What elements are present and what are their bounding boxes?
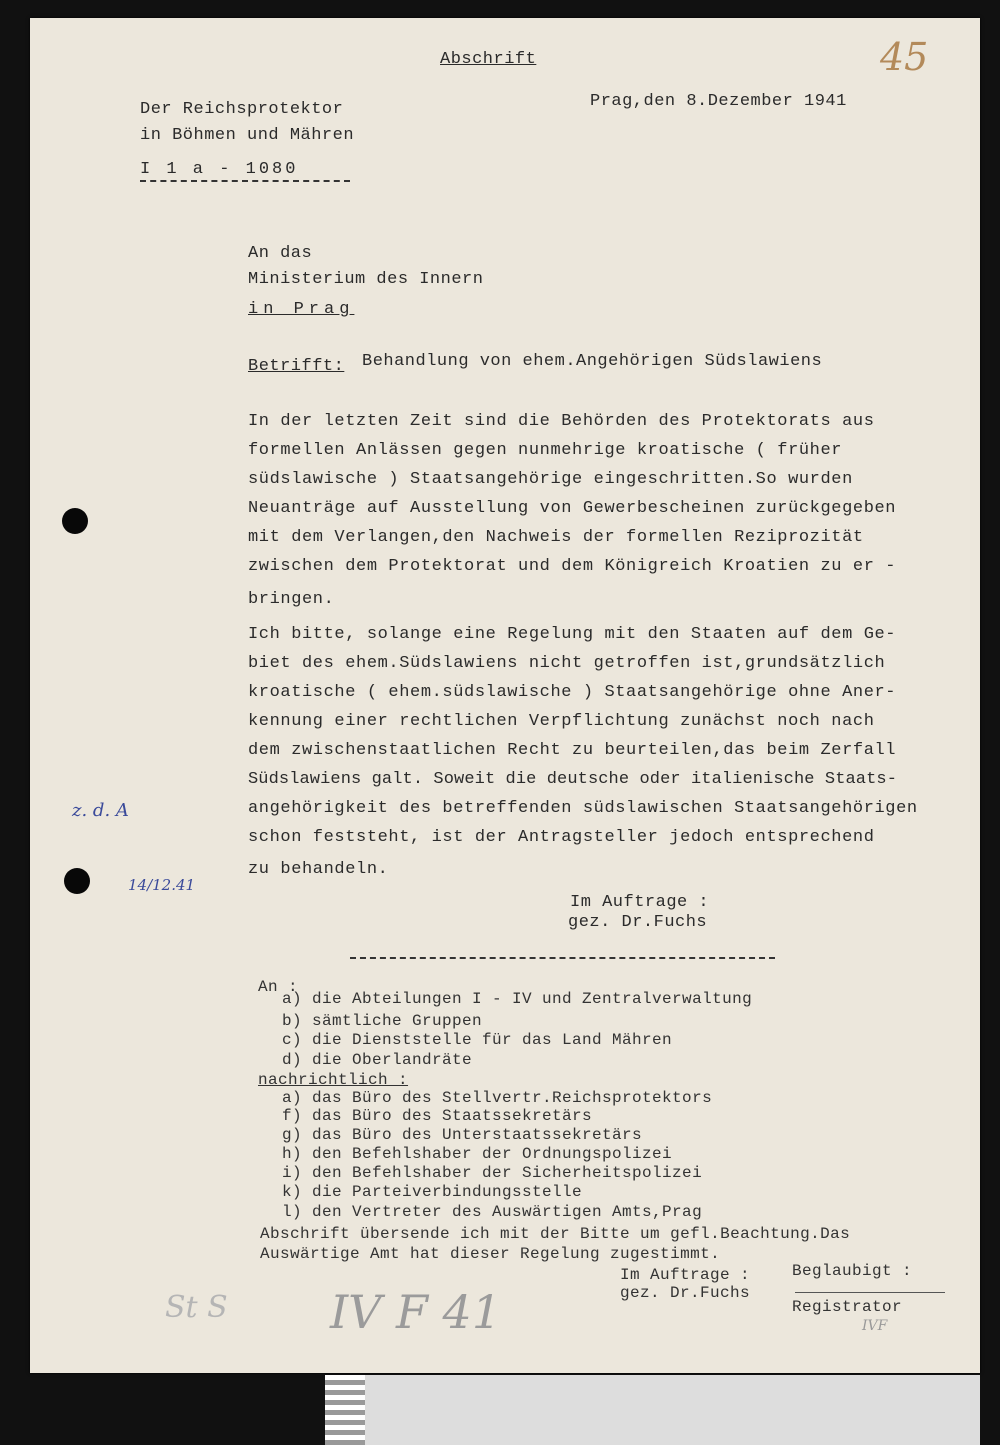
cc-label: nachrichtlich :: [258, 1071, 409, 1089]
punch-hole-lower: [64, 868, 90, 894]
cc-item: g) das Büro des Unterstaatssekretärs: [282, 1126, 643, 1144]
cc-item: h) den Befehlshaber der Ordnungspolizei: [282, 1145, 673, 1163]
scan-strip: [325, 1375, 980, 1445]
recipient-line-3: in Prag: [248, 300, 355, 319]
signature-line-1: Im Auftrage :: [570, 893, 710, 912]
recipient-line-1: An das: [248, 244, 313, 263]
closing-line-2: Auswärtige Amt hat dieser Regelung zugestimmt.: [260, 1245, 721, 1263]
punch-hole-upper: [62, 508, 88, 534]
reference-underline: [140, 180, 350, 182]
distribution-item: b) sämtliche Gruppen: [282, 1012, 483, 1030]
registrar-label: Registrator: [792, 1298, 903, 1316]
body-line: zu behandeln.: [248, 860, 389, 879]
body-line: In der letzten Zeit sind die Behörden des Protektorats aus: [248, 412, 875, 431]
bottom-left-note: St S: [165, 1290, 228, 1325]
cc-item: f) das Büro des Staatssekretärs: [282, 1107, 593, 1125]
body-line: angehörigkeit des betreffenden südslawischen Staatsangehörigen: [248, 799, 918, 818]
reference-number: I 1 a - 1080: [140, 160, 299, 179]
body-line: mit dem Verlangen,den Nachweis der formellen Reziprozität: [248, 528, 864, 547]
scan-scale: [325, 1375, 365, 1445]
section-divider: [350, 957, 775, 959]
body-line: kennung einer rechtlichen Verpflichtung zunächst noch nach: [248, 712, 875, 731]
document-title: Abschrift: [440, 50, 537, 69]
distribution-item: c) die Dienststelle für das Land Mähren: [282, 1031, 673, 1049]
margin-note-1: z. d. A: [72, 800, 129, 821]
body-line: dem zwischenstaatlichen Recht zu beurteilen,das beim Zerfall: [248, 741, 897, 760]
bottom-handwritten-note: IV F 41: [330, 1285, 502, 1339]
sender-line-2: in Böhmen und Mähren: [140, 126, 355, 145]
distribution-item: a) die Abteilungen I - IV und Zentralverwaltung: [282, 990, 753, 1008]
sender-line-1: Der Reichsprotektor: [140, 100, 344, 119]
body-line: Südslawiens galt. Soweit die deutsche oder italienische Staats-: [248, 770, 898, 789]
body-line: bringen.: [248, 590, 335, 609]
initials-note: IVF: [862, 1318, 888, 1334]
margin-note-2: 14/12.41: [128, 876, 196, 894]
body-line: formellen Anlässen gegen nunmehrige kroatische ( früher: [248, 441, 843, 460]
distribution-label: An :: [258, 978, 299, 996]
body-line: zwischen dem Protektorat und dem Königreich Kroatien zu er -: [248, 557, 897, 576]
cc-item: l) den Vertreter des Auswärtigen Amts,Prag: [282, 1203, 703, 1221]
distribution-item: d) die Oberlandräte: [282, 1051, 473, 1069]
body-line: Neuanträge auf Ausstellung von Gewerbescheinen zurückgegeben: [248, 499, 897, 518]
registrar-signature-line: [795, 1292, 945, 1293]
closing-line-1: Abschrift übersende ich mit der Bitte um gefl.Beachtung.Das: [260, 1225, 851, 1243]
body-line: Ich bitte, solange eine Regelung mit den Staaten auf dem Ge-: [248, 625, 897, 644]
subject-label: Betrifft:: [248, 357, 345, 376]
signature2-line-1: Im Auftrage :: [620, 1266, 751, 1284]
body-line: schon feststeht, ist der Antragsteller jedoch entsprechend: [248, 828, 875, 847]
subject-text: Behandlung von ehem.Angehörigen Südslawiens: [362, 352, 823, 371]
signature-line-2: gez. Dr.Fuchs: [568, 913, 708, 932]
cc-item: a) das Büro des Stellvertr.Reichsprotektors: [282, 1089, 713, 1107]
certified-label: Beglaubigt :: [792, 1262, 913, 1280]
cc-item: i) den Befehlshaber der Sicherheitspolizei: [282, 1164, 703, 1182]
cc-item: k) die Parteiverbindungsstelle: [282, 1183, 583, 1201]
place-date: Prag,den 8.Dezember 1941: [590, 92, 847, 111]
body-line: biet des ehem.Südslawiens nicht getroffen ist,grundsätzlich: [248, 654, 886, 673]
body-line: südslawische ) Staatsangehörige eingeschritten.So wurden: [248, 470, 853, 489]
page-number-handwritten: 45: [880, 35, 929, 79]
signature2-line-2: gez. Dr.Fuchs: [620, 1284, 751, 1302]
recipient-line-2: Ministerium des Innern: [248, 270, 484, 289]
body-line: kroatische ( ehem.südslawische ) Staatsangehörige ohne Aner-: [248, 683, 897, 702]
